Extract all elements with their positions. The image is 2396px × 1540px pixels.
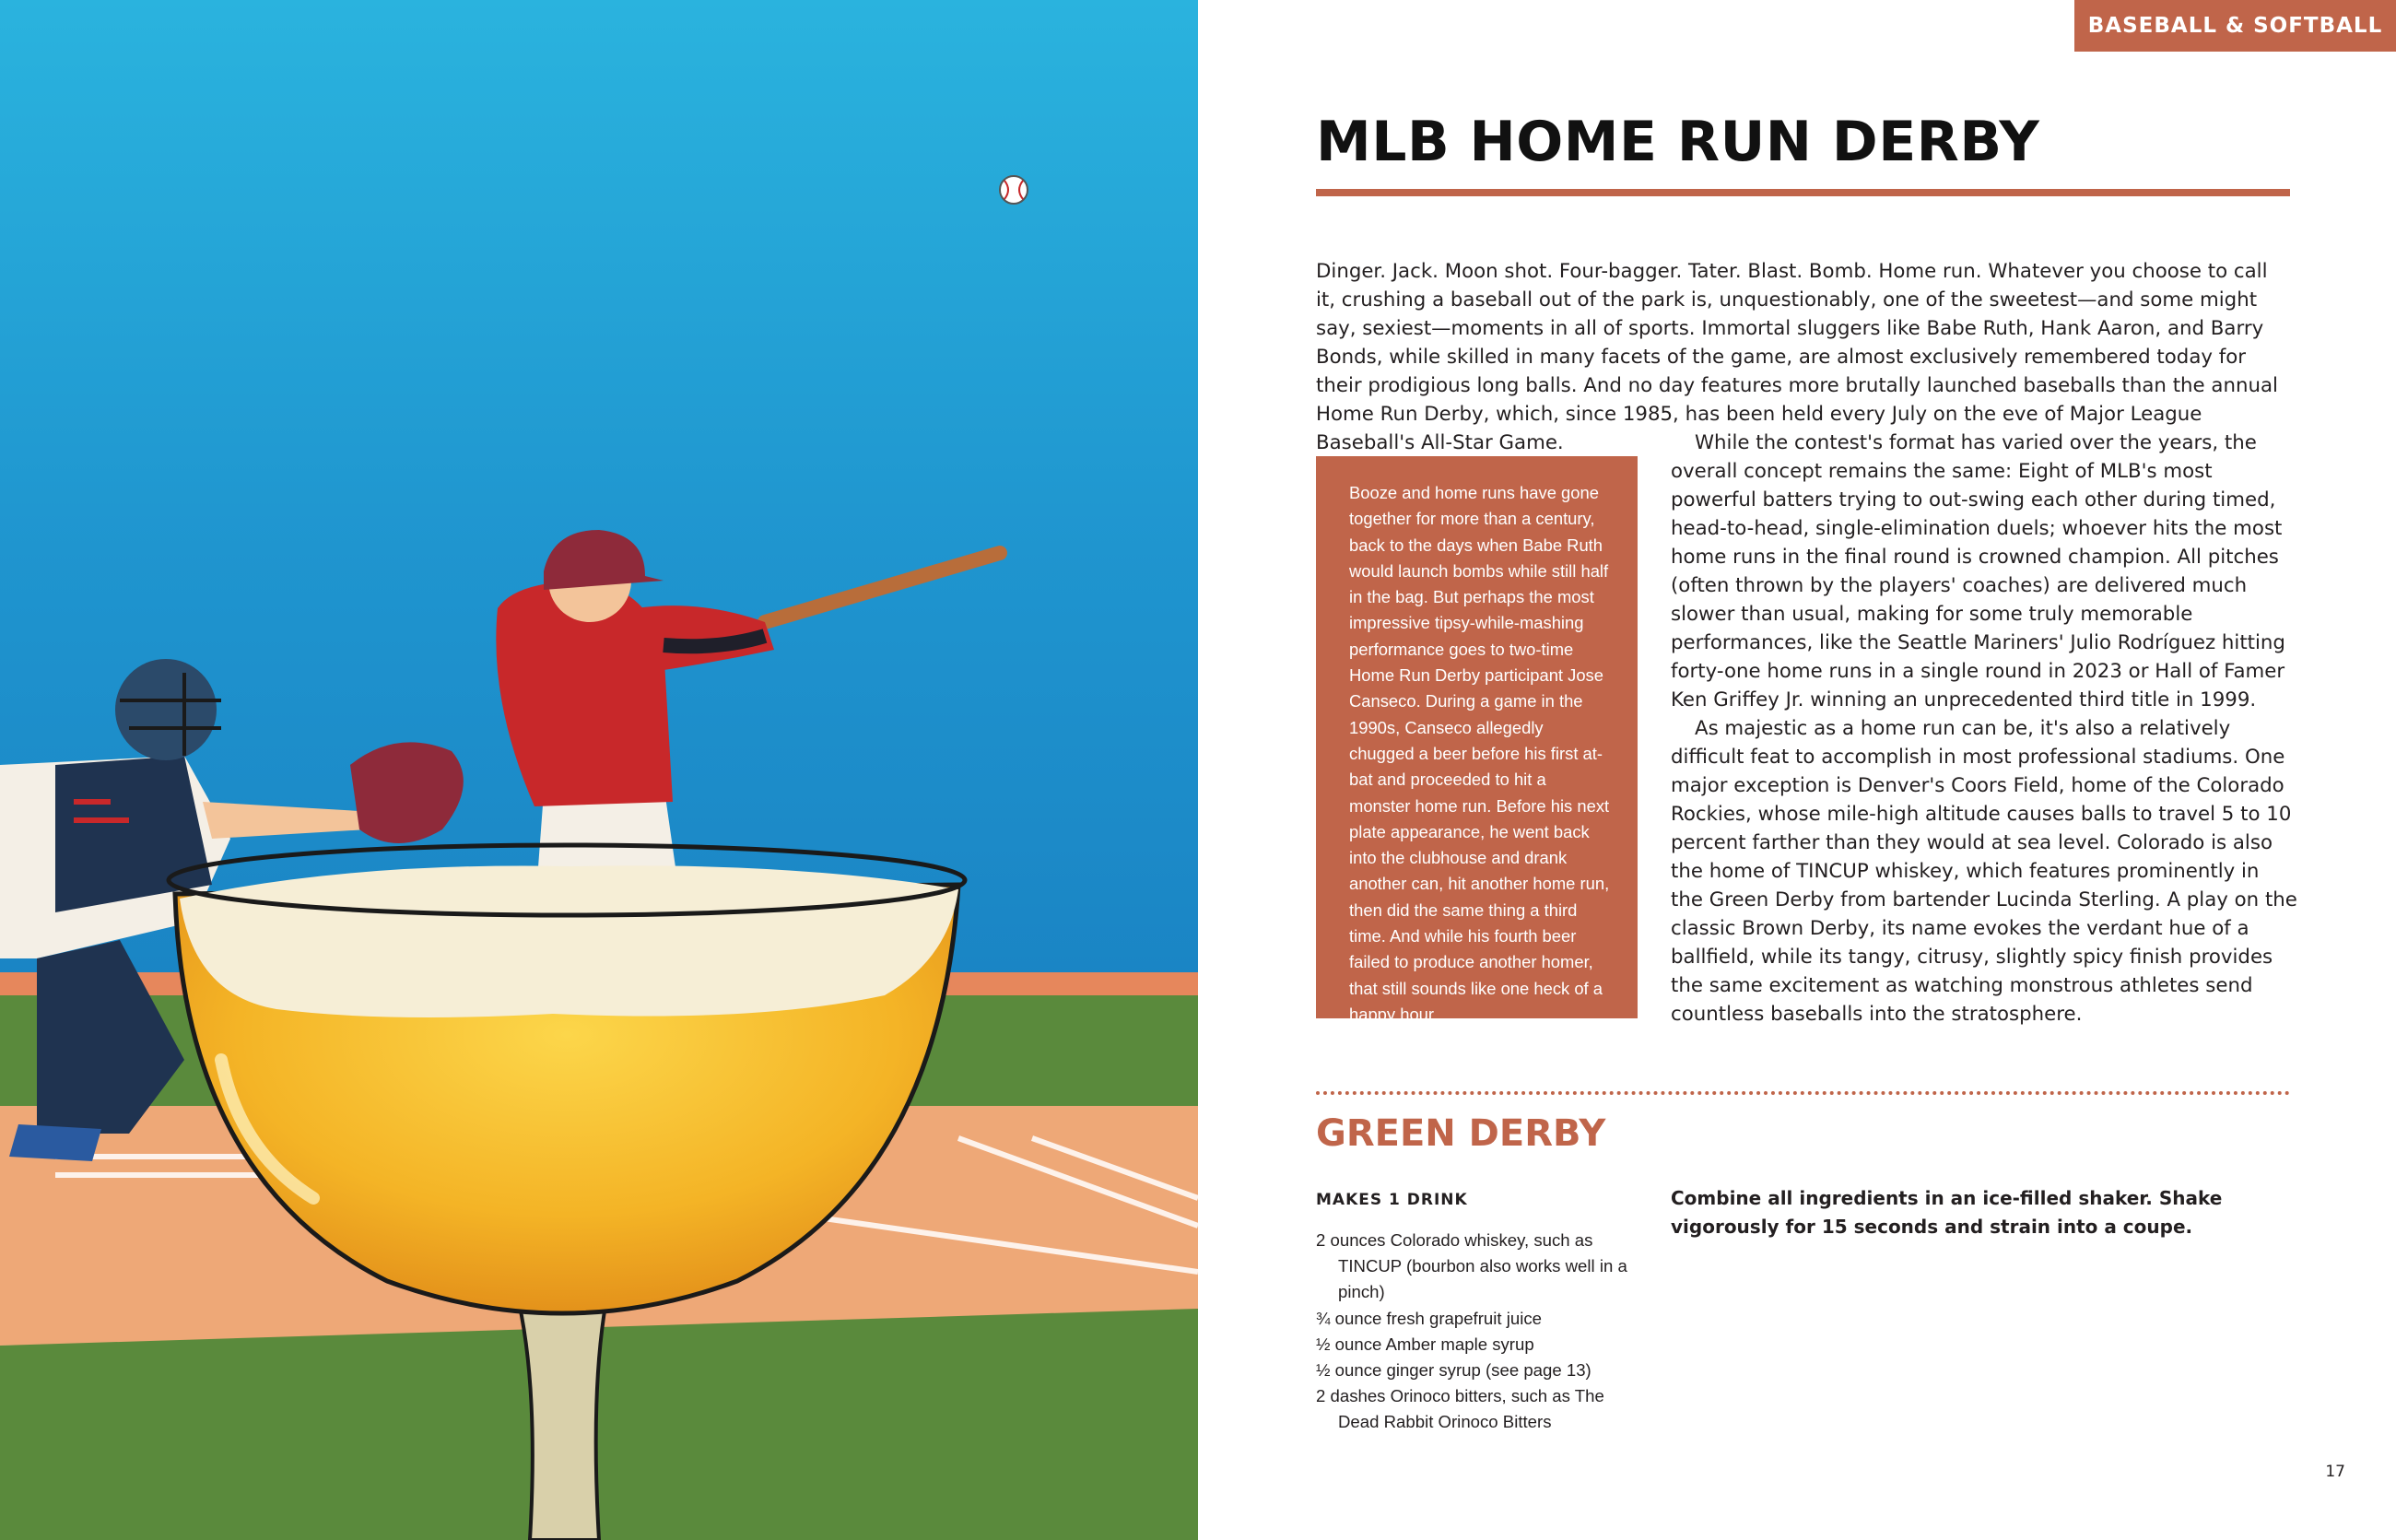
ingredient-item: ½ ounce Amber maple syrup: [1316, 1334, 1534, 1354]
title-rule: [1316, 189, 2290, 196]
ingredient-item: 2 ounces Colorado whiskey, such as TINCUP (bourbon also works well in a pinch): [1316, 1230, 1627, 1302]
sidebar-box: [1316, 456, 1638, 1024]
body-paragraph: While the contest's format has varied over the years, the overall concept remains the same: Eight of MLB's most powerful batters trying to out-swing each other during timed, head-to-head, single-elimination duels; whoever hits the most home runs in the final round is crowned champion. All pitches (often thrown by the players' coaches) are delivered much slower than usual, making for some truly memorable performances, like the Seattle Mariners' Julio Rodríguez hitting forty-one home runs in a single round in 2023 or Hall of Famer Ken Griffey Jr. winning an unprecedented third title in 1999.: [1671, 431, 2285, 711]
page-number: 17: [2325, 1463, 2345, 1481]
ingredient-item: 2 dashes Orinoco bitters, such as The Dead Rabbit Orinoco Bitters: [1316, 1386, 1604, 1432]
dotted-divider: [1316, 1091, 2290, 1095]
recipe-yield: MAKES 1 DRINK: [1316, 1191, 1468, 1209]
body-column: [1671, 429, 2297, 1029]
recipe-title: GREEN DERBY: [1316, 1112, 1606, 1155]
intro-paragraph: Dinger. Jack. Moon shot. Four-bagger. Tater. Blast. Bomb. Home run. Whatever you choose to call it, crushing a baseball out of the park is, unquestionably, one of the sweetest—and some might say, sexiest—moments in all of sports. Immortal sluggers like Babe Ruth, Hank Aaron, and Barry Bonds, while skilled in many facets of the game, are almost exclusively remembered today for their prodigious long balls. And no day features more brutally launched baseballs than the annual Home Run Derby, which, since 1985, has been held every July on the eve of Major League Baseball's All-Star Game.: [1316, 260, 2278, 454]
body-paragraph: As majestic as a home run can be, it's also a relatively difficult feat to accomplish in most professional stadiums. One major exception is Denver's Coors Field, home of the Colorado Rockies, whose mile-high altitude causes balls to travel 5 to 10 percent farther than they would at sea level. Colorado is also the home of TINCUP whiskey, which features prominently in the Green Derby from bartender Lucinda Sterling. A play on the classic Brown Derby, its name evokes the verdant hue of a ballfield, while its tangy, citrusy, slightly spicy finish provides the same excitement as watching monstrous athletes send countless baseballs into the stratosphere.: [1671, 717, 2297, 1026]
ingredient-item: ¾ ounce fresh grapefruit juice: [1316, 1308, 1542, 1328]
baseball-icon: [1000, 176, 1028, 204]
ingredient-list: [1316, 1228, 1629, 1436]
book-page: [1198, 0, 2396, 1540]
ingredient-item: ½ ounce ginger syrup (see page 13): [1316, 1360, 1591, 1381]
recipe-method: Combine all ingredients in an ice-filled shaker. Shake vigorously for 15 seconds and strain into a coupe.: [1671, 1187, 2223, 1238]
section-tab: BASEBALL & SOFTBALL: [2074, 0, 2396, 52]
sidebar-text: Booze and home runs have gone together for more than a century, back to the days when Babe Ruth would launch bombs while still half in the bag. But perhaps the most impressive tipsy-while-mashing performance goes to two-time Home Run Derby participant Jose Canseco. During a game in the 1990s, Canseco allegedly chugged a beer before his first at-bat and proceeded to hit a monster home run. Before his next plate appearance, he went back into the clubhouse and drank another can, hit another home run, then did the same thing a third time. And while his fourth beer failed to produce another homer, that still sounds like one heck of a happy hour.: [1349, 483, 1610, 1024]
page-title: MLB HOME RUN DERBY: [1316, 110, 2040, 174]
